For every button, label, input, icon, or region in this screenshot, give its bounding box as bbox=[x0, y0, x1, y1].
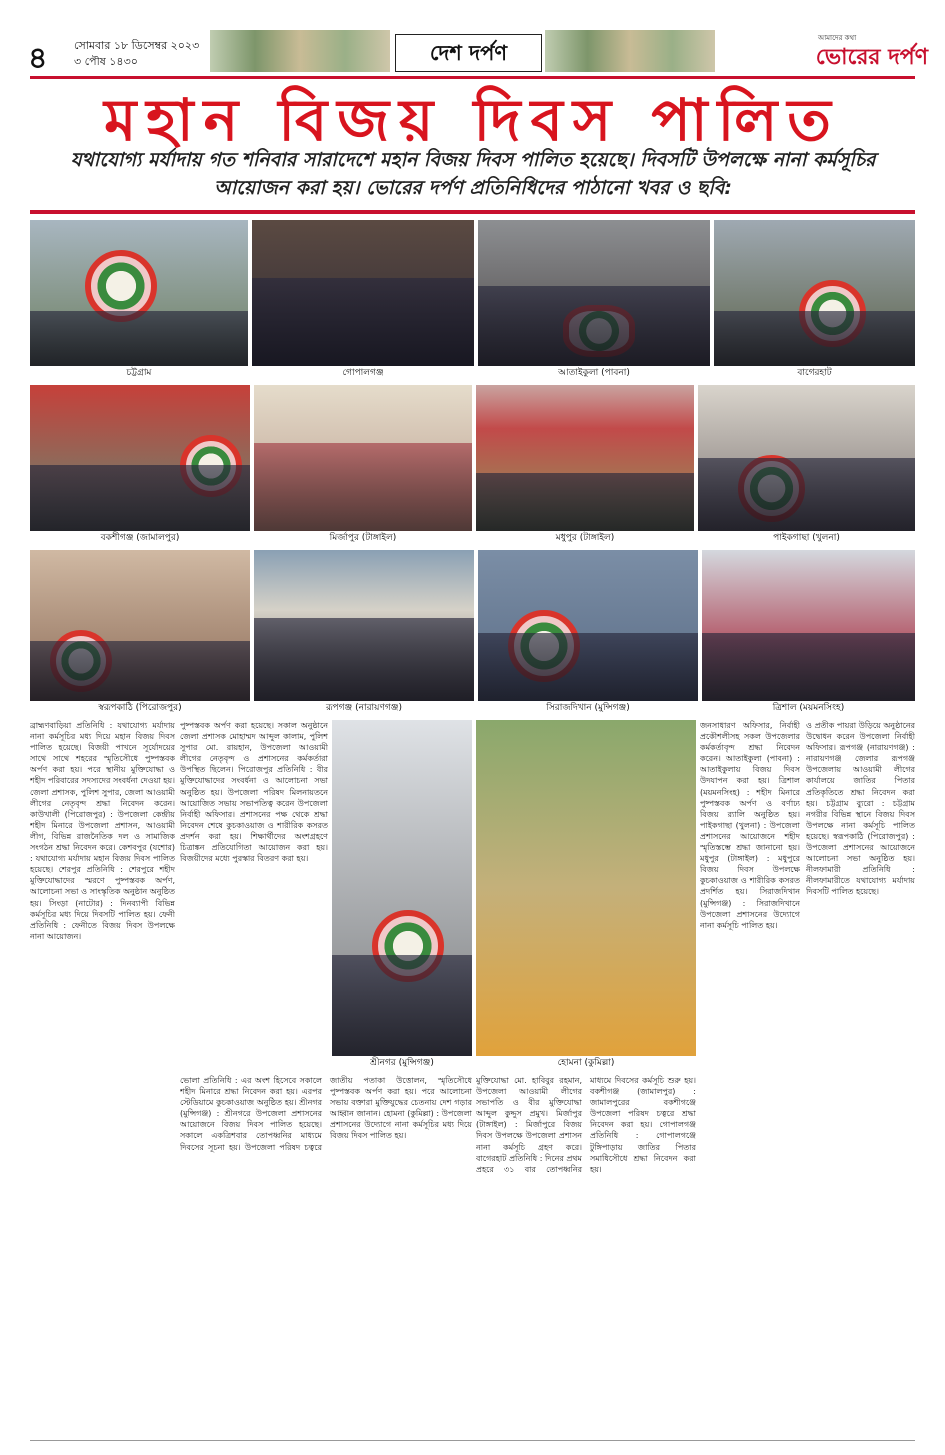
photo-caption: ত্রিশাল (ময়মনসিংহ) bbox=[702, 701, 915, 715]
header-rule bbox=[30, 76, 915, 79]
logo-name: ভোরের দর্পণ bbox=[815, 45, 928, 70]
photo-caption: রূপগঞ্জ (নারায়ণগঞ্জ) bbox=[254, 701, 474, 715]
header-photo-strip-right bbox=[545, 30, 715, 72]
photo-swarupkathi bbox=[30, 550, 250, 715]
photo-caption: গোপালগঞ্জ bbox=[252, 366, 474, 380]
photo-bakshiganj bbox=[30, 385, 250, 545]
logo-tagline: আমাদের কথা bbox=[818, 34, 857, 42]
newspaper-logo bbox=[728, 32, 928, 72]
intro-rule bbox=[30, 210, 915, 214]
photo-rupganj bbox=[254, 550, 474, 715]
photo-madhupur bbox=[476, 385, 694, 545]
photo-sreenagar bbox=[332, 720, 472, 1070]
photo-caption: মধুপুর (টাঙ্গাইল) bbox=[476, 531, 694, 545]
photo-gopalganj bbox=[252, 220, 474, 380]
photo-caption: পাইকগাছা (খুলনা) bbox=[698, 531, 915, 545]
photo-caption: চট্টগ্রাম bbox=[30, 366, 248, 380]
photo-paikgachha bbox=[698, 385, 915, 545]
date-gregorian: সোমবার ১৮ ডিসেম্বর ২০২৩ bbox=[74, 39, 200, 52]
photo-caption: বকশীগঞ্জ (জামালপুর) bbox=[30, 531, 250, 545]
page-header bbox=[0, 0, 945, 80]
photo-ataikula bbox=[478, 220, 710, 380]
date-bengali: ৩ পৌষ ১৪৩০ bbox=[74, 55, 138, 68]
page-number: ৪ bbox=[28, 41, 48, 76]
photo-homna bbox=[476, 720, 696, 1070]
photo-caption: স্বরূপকাঠি (পিরোজপুর) bbox=[30, 701, 250, 715]
photo-caption: বাগেরহাট bbox=[714, 366, 915, 380]
photo-chattogram bbox=[30, 220, 248, 380]
photo-mirzapur bbox=[254, 385, 472, 545]
photo-caption: হোমনা (কুমিল্লা) bbox=[476, 1056, 696, 1070]
article-column-1: ব্রাহ্মণবাড়িয়া প্রতিনিধি : যথাযোগ্য মর্যাদায় নানা কর্মসূচির মধ্য দিয়ে মহান বিজয় দিবস পালিত হয়েছে। বিজয়ী পাখনে সূর্যোদয়ের সাথে সাথে শহরের স্মৃতিসৌধে পুষ্পস্তবক অর্পণ করা হয়। পরে স্থানীয় মুক্তিযোদ্ধা ও শহীদ পরিবারের সদস্যদের সংবর্ধনা দেওয়া হয়। জেলা প্রশাসক, পুলিশ সুপার, জেলা আওয়ামী লীগের নেতৃবৃন্দ শ্রদ্ধা নিবেদন করেন। কাউখালী (পিরোজপুর) : উপজেলা কেন্দ্রীয় শহীদ মিনারে উপজেলা প্রশাসন, আওয়ামী লীগ, বিভিন্ন রাজনৈতিক দল ও সামাজিক সংগঠন শ্রদ্ধা নিবেদন করে। কেশবপুর (যশোর) : যথাযোগ্য মর্যাদায় মহান বিজয় দিবস পালিত হয়েছে। শেরপুর প্রতিনিধি : শেরপুরে শহীদ মুক্তিযোদ্ধাদের স্মরণে পুষ্পস্তবক অর্পণ, আলোচনা সভা ও সাংস্কৃতিক অনুষ্ঠান অনুষ্ঠিত হয়। সিংড়া (নাটোর) : দিনব্যাপী বিভিন্ন কর্মসূচির মধ্য দিয়ে দিবসটি পালিত হয়। ফেনী প্রতিনিধি : ফেনীতে বিজয় দিবস উপলক্ষে নানা আয়োজন। bbox=[30, 721, 175, 941]
article-column-4: মুক্তিযোদ্ধা মো. হাবিবুর রহমান, উপজেলা আওয়ামী লীগের সভাপতি ও বীর মুক্তিযোদ্ধা আব্দুল কুদ্দুস প্রমুখ। মির্জাপুর (টাঙ্গাইল) : মির্জাপুরে বিজয় দিবস উপলক্ষে উপজেলা প্রশাসন নানা কর্মসূচি গ্রহণ করে। বাগেরহাট প্রতিনিধি : দিনের প্রথম প্রহরে ৩১ বার তোপধ্বনির মাধ্যমে দিবসের কর্মসূচি শুরু হয়। বকশীগঞ্জ (জামালপুর) : জামালপুরের বকশীগঞ্জে উপজেলা পরিষদ চত্বরে শ্রদ্ধা নিবেদন করা হয়। গোপালগঞ্জ প্রতিনিধি : গোপালগঞ্জে টুঙ্গিপাড়ায় জাতির পিতার সমাধিসৌধে শ্রদ্ধা নিবেদন করা হয়। bbox=[476, 1076, 696, 1174]
photo-caption: মির্জাপুর (টাঙ্গাইল) bbox=[254, 531, 472, 545]
photo-trishal bbox=[702, 550, 915, 715]
photo-caption: শ্রীনগর (মুন্সিগঞ্জ) bbox=[332, 1056, 472, 1070]
article-column-6: ও প্রতীক পায়রা উড়িয়ে অনুষ্ঠানের উদ্বোধন করেন উপজেলা নির্বাহী অফিসার। রূপগঞ্জ (নারায়ণগঞ্জ) : নারায়ণগঞ্জ জেলার রূপগঞ্জ উপজেলায় আওয়ামী লীগের কার্যালয়ে জাতির পিতার প্রতিকৃতিতে শ্রদ্ধা নিবেদন করা হয়। চট্টগ্রাম ব্যুরো : চট্টগ্রাম নগরীর বিভিন্ন স্থানে বিজয় দিবস উপলক্ষে নানা কর্মসূচি পালিত হয়েছে। স্বরূপকাঠি (পিরোজপুর) : উপজেলা প্রশাসনের আয়োজনে আলোচনা সভা অনুষ্ঠিত হয়। নীলফামারী প্রতিনিধি : নীলফামারীতে যথাযোগ্য মর্যাদায় দিবসটি পালিত হয়েছে। bbox=[806, 721, 915, 897]
photo-sirajdikhan bbox=[478, 550, 698, 715]
headline: মহান বিজয় দিবস পালিত bbox=[104, 86, 841, 154]
intro-text: যথাযোগ্য মর্যাদায় গত শনিবার সারাদেশে মহান বিজয় দিবস পালিত হয়েছে। দিবসটি উপলক্ষে নানা কর্মসূচির আয়োজন করা হয়। ভোরের দর্পণ প্রতিনিধিদের পাঠানো খবর ও ছবি: bbox=[70, 149, 876, 199]
photo-caption: আতাইকুলা (পাবনা) bbox=[478, 366, 710, 380]
date-block bbox=[74, 38, 199, 70]
photo-caption: সিরাজদিখান (মুন্সিগঞ্জ) bbox=[478, 701, 698, 715]
photo-bagerhat bbox=[714, 220, 915, 380]
header-photo-strip-left bbox=[210, 30, 390, 72]
section-title: দেশ দর্পণ bbox=[395, 34, 542, 72]
article-column-3: ভোলা প্রতিনিধি : এর অংশ হিসেবে সকালে শহীদ মিনারে শ্রদ্ধা নিবেদন করা হয়। এরপর স্টেডিয়ামে কুচকাওয়াজ অনুষ্ঠিত হয়। শ্রীনগর (মুন্সিগঞ্জ) : শ্রীনগরে উপজেলা প্রশাসনের আয়োজনে বিজয় দিবস পালিত হয়েছে। সকালে একত্রিশবার তোপধ্বনির মাধ্যমে দিবসের সূচনা হয়। উপজেলা পরিষদ চত্বরে জাতীয় পতাকা উত্তোলন, স্মৃতিসৌধে পুষ্পস্তবক অর্পণ করা হয়। পরে আলোচনা সভায় বক্তারা মুক্তিযুদ্ধের চেতনায় দেশ গড়ার আহ্বান জানান। হোমনা (কুমিল্লা) : উপজেলা প্রশাসনের উদ্যোগে নানা কর্মসূচির মধ্য দিয়ে বিজয় দিবস পালিত হয়। bbox=[180, 1076, 472, 1152]
article-column-5: জনসাধারণ অফিসার, নির্বাহী প্রকৌশলীসহ সকল উপজেলার কর্মকর্তাবৃন্দ শ্রদ্ধা নিবেদন করেন। আতাইকুলা (পাবনা) : আতাইকুলায় বিজয় দিবস উদযাপন করা হয়। ত্রিশাল (ময়মনসিংহ) : শহীদ মিনারে পুষ্পস্তবক অর্পণ ও বর্ণাঢ্য বিজয় র‍্যালি অনুষ্ঠিত হয়। পাইকগাছা (খুলনা) : উপজেলা প্রশাসনের আয়োজনে শহীদ স্মৃতিস্তম্ভে শ্রদ্ধা জানানো হয়। মধুপুর (টাঙ্গাইল) : মধুপুরে বিজয় দিবস উপলক্ষে কুচকাওয়াজ ও শারীরিক কসরত প্রদর্শিত হয়। সিরাজদিখান (মুন্সিগঞ্জ) : সিরাজদিখানে উপজেলা প্রশাসনের উদ্যোগে নানা কর্মসূচি পালিত হয়। bbox=[700, 721, 800, 930]
footer-rule bbox=[30, 1440, 915, 1441]
article-column-2: পুষ্পস্তবক অর্পণ করা হয়েছে। সকাল অনুষ্ঠানে জেলা প্রশাসক মোহাম্মদ আব্দুল কালাম, পুলিশ সুপার মো. রায়হান, উপজেলা আওয়ামী লীগের নেতৃবৃন্দ ও প্রশাসনের কর্মকর্তারা উপস্থিত ছিলেন। পিরোজপুর প্রতিনিধি : বীর মুক্তিযোদ্ধাদের সংবর্ধনা ও আলোচনা সভা অনুষ্ঠিত হয়। উপজেলা পরিষদ মিলনায়তনে আয়োজিত সভায় সভাপতিত্ব করেন উপজেলা নির্বাহী অফিসার। প্রশাসনের পক্ষ থেকে শ্রদ্ধা নিবেদন শেষে কুচকাওয়াজ ও শারীরিক কসরত প্রদর্শন করা হয়। শিক্ষার্থীদের অংশগ্রহণে চিত্রাঙ্কন প্রতিযোগিতা আয়োজন করা হয়। বিজয়ীদের মধ্যে পুরস্কার বিতরণ করা হয়। bbox=[180, 721, 328, 864]
